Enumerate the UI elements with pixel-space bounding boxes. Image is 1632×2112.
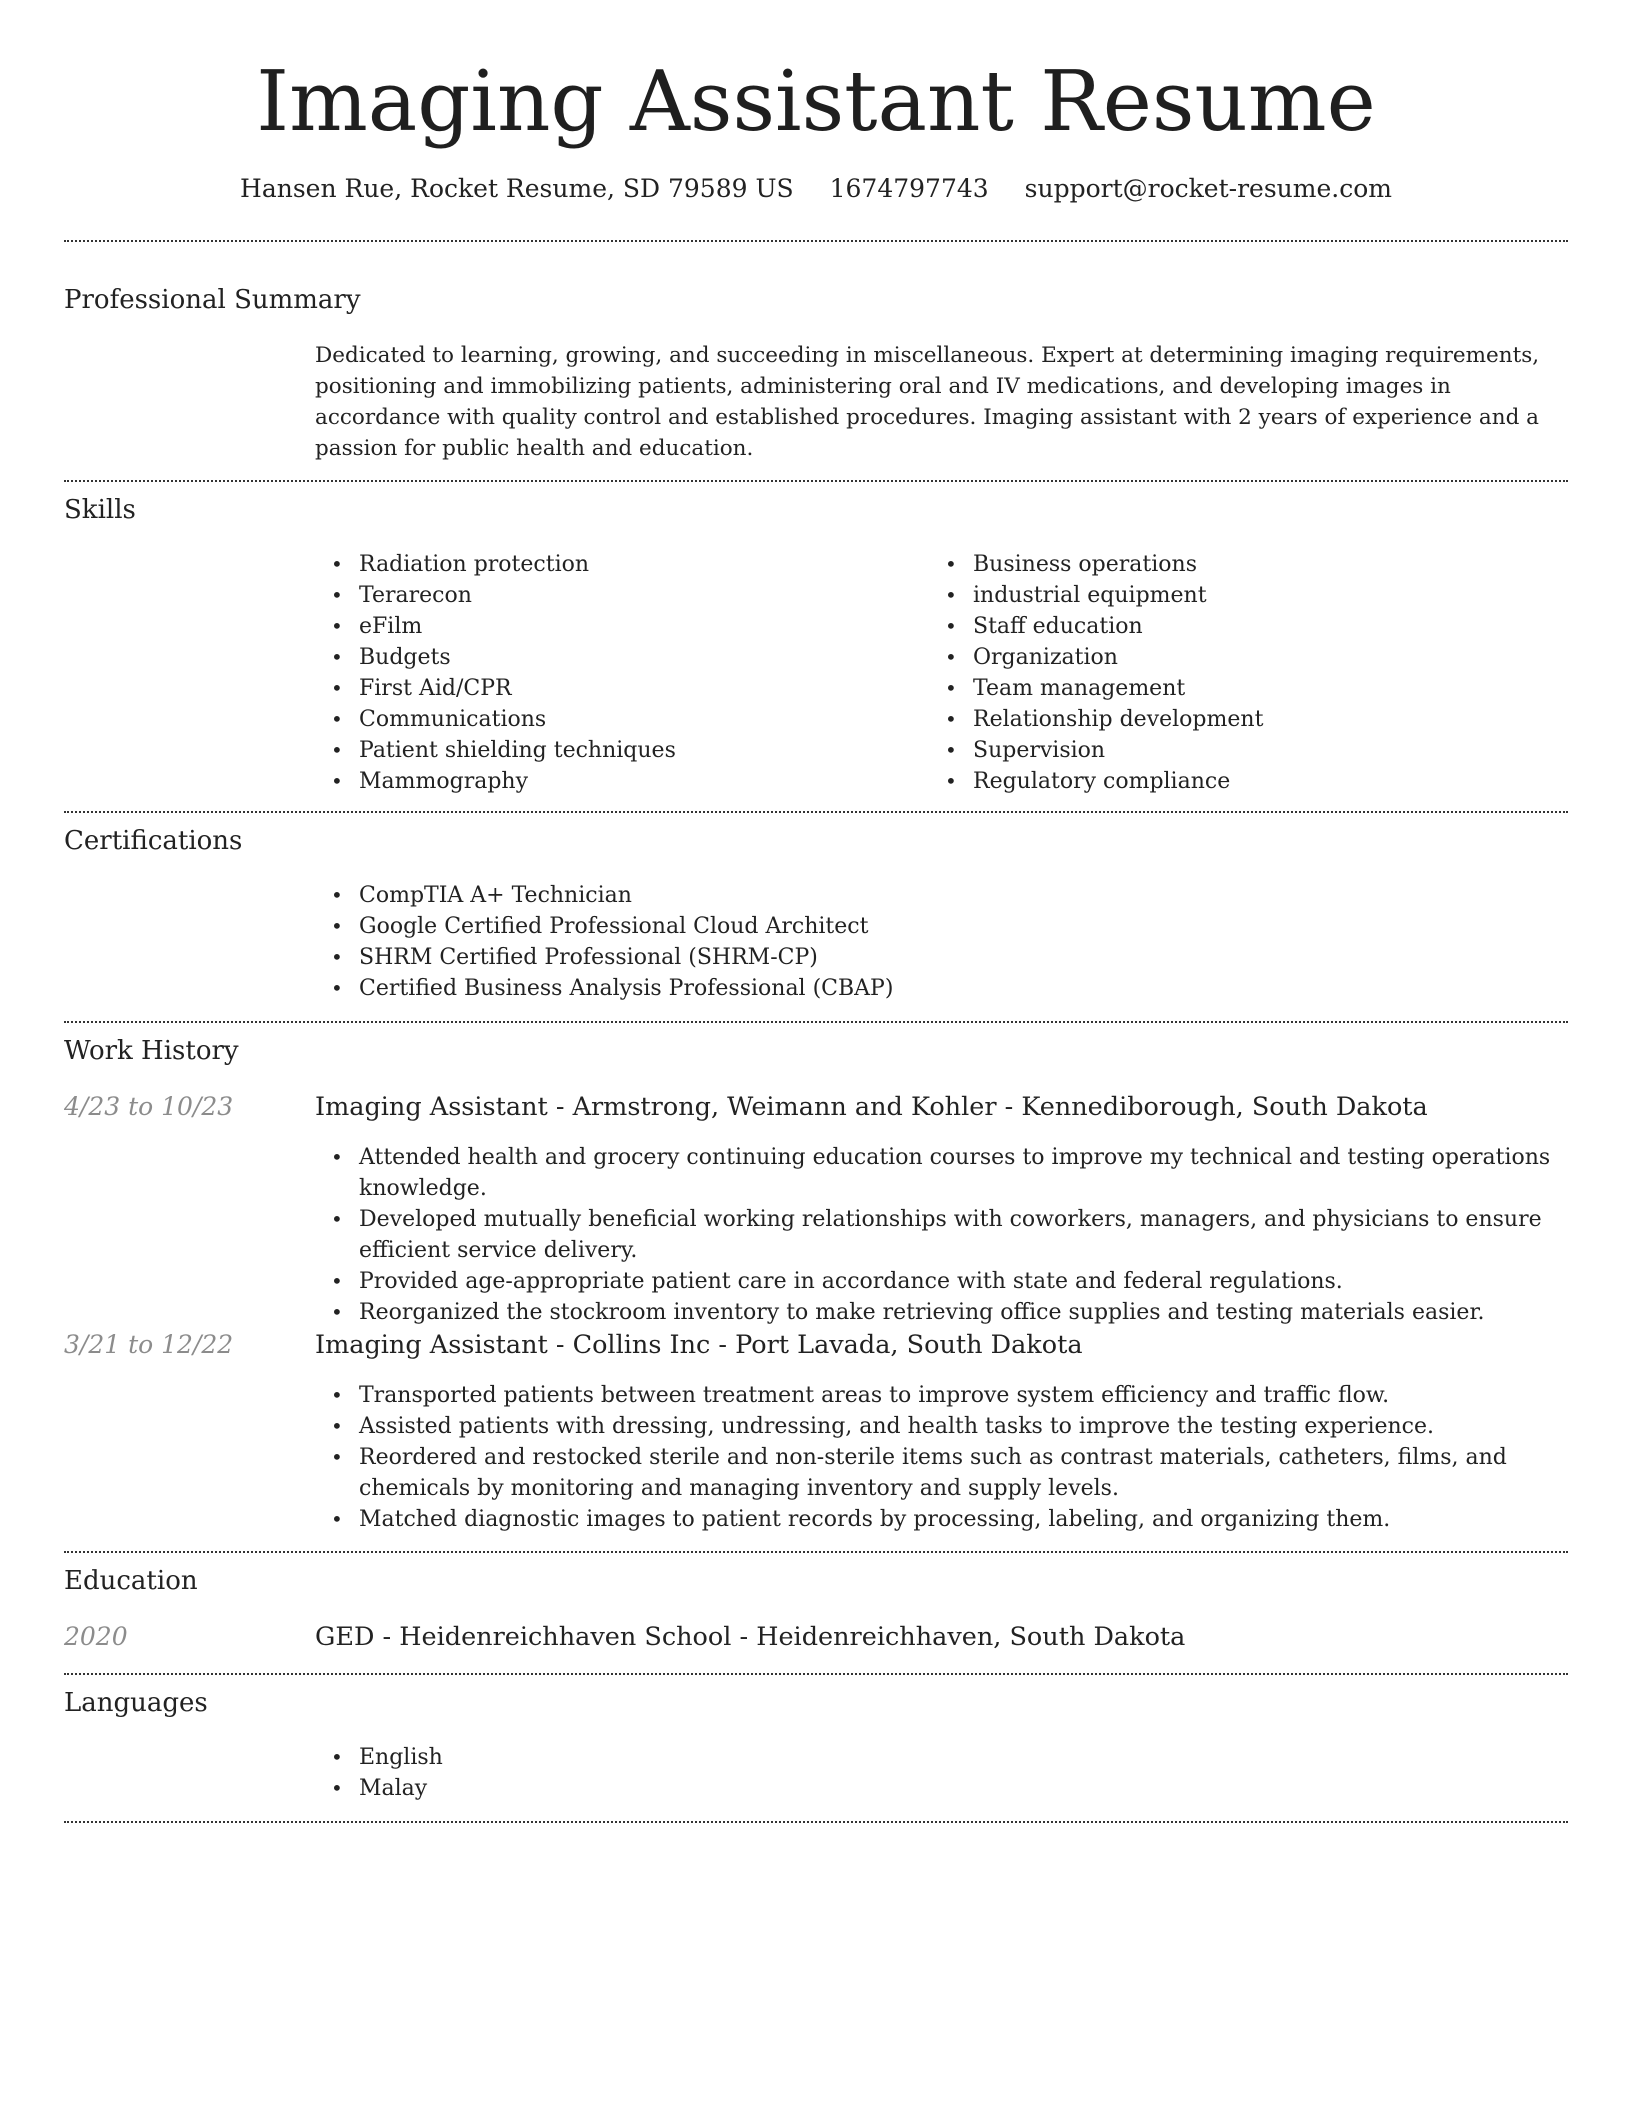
list-item: • Transported patients between treatment areas to improve system efficiency and traffic flow.	[315, 1380, 1575, 1411]
page-title: Imaging Assistant Resume	[256, 53, 1376, 150]
section-divider	[64, 240, 1568, 242]
list-item: • Communications	[315, 704, 915, 735]
list-item: • Mammography	[315, 766, 915, 797]
list-item: • eFilm	[315, 611, 915, 642]
section-divider	[64, 811, 1568, 813]
certifications-list	[315, 880, 1565, 1004]
section-divider	[64, 1021, 1568, 1023]
work-history-heading: Work History	[64, 1036, 239, 1066]
list-item: • English	[315, 1742, 915, 1773]
skills-list-left	[315, 549, 915, 797]
list-item: • Staff education	[929, 611, 1549, 642]
list-item: • Reordered and restocked sterile and non-sterile items such as contrast materials, catheters, films, and chemicals by monitoring and managing inventory and supply levels.	[315, 1442, 1575, 1504]
job-title: Imaging Assistant - Armstrong, Weimann and Kohler - Kennediborough, South Dakota	[315, 1092, 1428, 1122]
list-item: • Relationship development	[929, 704, 1549, 735]
list-item: • Patient shielding techniques	[315, 735, 915, 766]
list-item: • Organization	[929, 642, 1549, 673]
education-year: 2020	[64, 1622, 128, 1651]
contact-address: Hansen Rue, Rocket Resume, SD 79589 US	[240, 174, 794, 203]
job-dates: 4/23 to 10/23	[64, 1092, 234, 1121]
list-item: • Budgets	[315, 642, 915, 673]
languages-heading: Languages	[64, 1688, 208, 1718]
job-dates: 3/21 to 12/22	[64, 1330, 234, 1359]
list-item: • SHRM Certified Professional (SHRM-CP)	[315, 942, 1565, 973]
list-item: • Supervision	[929, 735, 1549, 766]
certifications-heading: Certifications	[64, 826, 243, 856]
list-item: • Google Certified Professional Cloud Architect	[315, 911, 1565, 942]
list-item: • Reorganized the stockroom inventory to make retrieving office supplies and testing materials easier.	[315, 1297, 1575, 1328]
section-divider	[64, 1673, 1568, 1675]
skills-list-right	[929, 549, 1549, 797]
section-divider	[64, 480, 1568, 482]
list-item: • Provided age-appropriate patient care in accordance with state and federal regulations.	[315, 1266, 1575, 1297]
skills-heading: Skills	[64, 495, 136, 525]
languages-list	[315, 1742, 915, 1804]
contact-line	[0, 172, 1632, 206]
list-item: • Certified Business Analysis Professional (CBAP)	[315, 973, 1565, 1004]
section-divider	[64, 1551, 1568, 1553]
list-item: • Matched diagnostic images to patient records by processing, labeling, and organizing them.	[315, 1504, 1575, 1535]
job-bullets	[315, 1142, 1575, 1328]
summary-heading: Professional Summary	[64, 285, 361, 315]
summary-text: Dedicated to learning, growing, and succeeding in miscellaneous. Expert at determining imaging requirements, positioning and immobilizing patients, administering oral and IV medications, and developing images in accordance with quality control and established procedures. Imaging assistant with 2 years of experience and a passion for public health and education.	[315, 343, 1540, 461]
job-title: Imaging Assistant - Collins Inc - Port Lavada, South Dakota	[315, 1330, 1083, 1360]
job-bullets	[315, 1380, 1575, 1535]
list-item: • industrial equipment	[929, 580, 1549, 611]
section-divider	[64, 1821, 1568, 1823]
list-item: • Regulatory compliance	[929, 766, 1549, 797]
education-entry: GED - Heidenreichhaven School - Heidenreichhaven, South Dakota	[315, 1622, 1186, 1652]
list-item: • Attended health and grocery continuing education courses to improve my technical and testing operations knowledge.	[315, 1142, 1575, 1204]
contact-email: support@rocket-resume.com	[1024, 174, 1392, 203]
list-item: • Developed mutually beneficial working relationships with coworkers, managers, and physicians to ensure efficient service delivery.	[315, 1204, 1575, 1266]
list-item: • CompTIA A+ Technician	[315, 880, 1565, 911]
list-item: • Terarecon	[315, 580, 915, 611]
list-item: • Malay	[315, 1773, 915, 1804]
list-item: • Radiation protection	[315, 549, 915, 580]
education-heading: Education	[64, 1566, 198, 1596]
list-item: • Assisted patients with dressing, undressing, and health tasks to improve the testing experience.	[315, 1411, 1575, 1442]
contact-phone: 1674797743	[829, 174, 989, 203]
list-item: • First Aid/CPR	[315, 673, 915, 704]
list-item: • Business operations	[929, 549, 1549, 580]
list-item: • Team management	[929, 673, 1549, 704]
